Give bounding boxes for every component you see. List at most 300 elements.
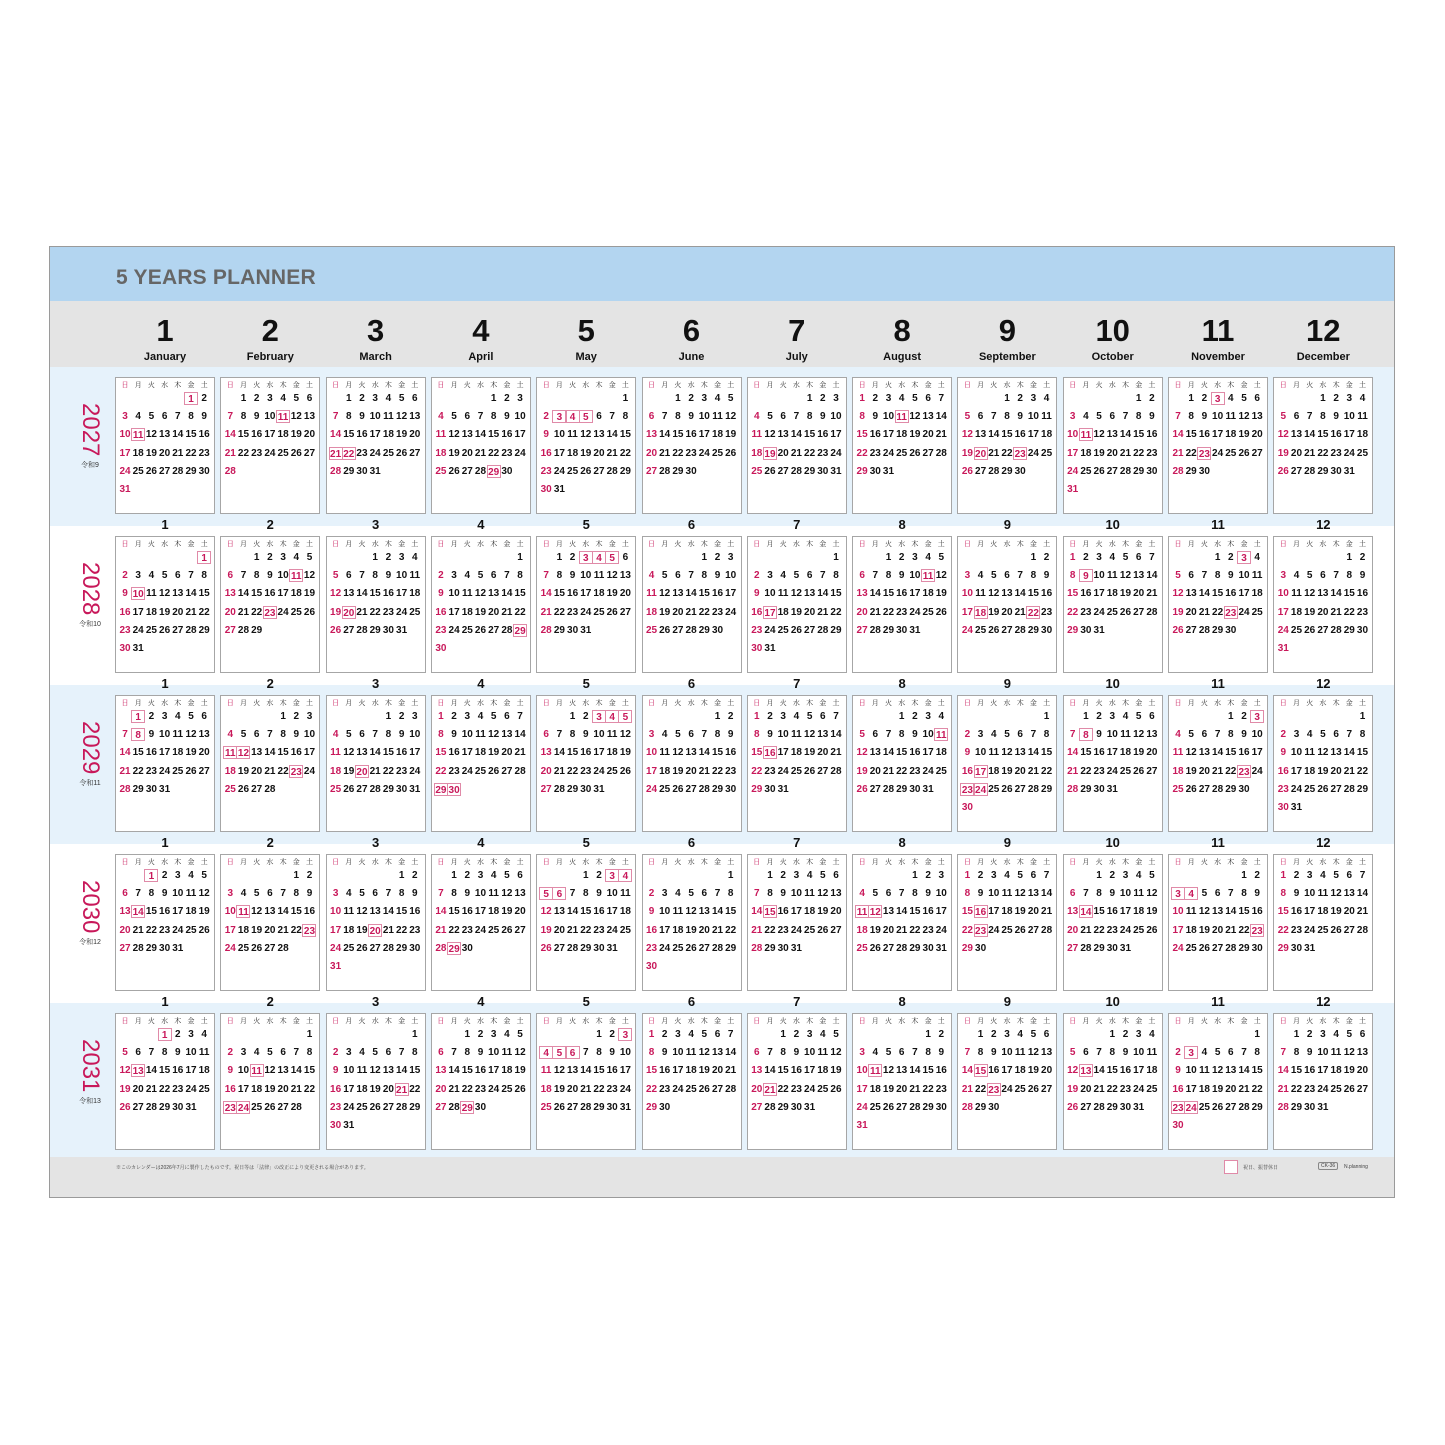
month-calendar — [220, 377, 320, 514]
day-cell: 26 — [790, 624, 802, 636]
day-cell: 11 — [1014, 1047, 1026, 1059]
weekday-label: 土 — [411, 1018, 419, 1025]
month-calendar — [747, 1013, 847, 1150]
day-cell: 16 — [1330, 429, 1342, 441]
day-cell: 8 — [885, 570, 892, 582]
weekday-label: 金 — [819, 541, 827, 548]
day-cell: 24 — [159, 765, 171, 777]
day-cell: 11 — [777, 588, 789, 600]
day-cell: 30 — [145, 783, 157, 795]
day-cell: 16 — [567, 588, 579, 600]
day-cell: 14 — [330, 429, 342, 441]
weekday-label: 金 — [924, 859, 932, 866]
day-cell: 10 — [619, 1047, 631, 1059]
day-cell: 29 — [396, 942, 408, 954]
day-cell: 22 — [237, 447, 250, 459]
weekday-label: 水 — [1003, 541, 1011, 548]
day-cell: 6 — [566, 1046, 580, 1059]
weekday-label: 月 — [661, 859, 669, 866]
day-cell: 24 — [659, 942, 671, 954]
day-cell: 14 — [172, 429, 184, 441]
day-cell: 14 — [514, 729, 526, 741]
day-cell: 1 — [346, 393, 352, 404]
day-cell: 10 — [224, 906, 236, 918]
day-cell: 11 — [1041, 411, 1052, 423]
day-cell: 11 — [291, 571, 302, 583]
day-cell: 14 — [396, 1065, 408, 1077]
weekday-label: 日 — [753, 700, 761, 707]
day-cell: 12 — [1330, 888, 1342, 900]
day-cell: 7 — [122, 729, 128, 741]
day-cell: 15 — [251, 588, 263, 600]
day-cell: 10 — [514, 411, 526, 423]
day-cell: 24 — [975, 784, 987, 796]
day-cell: 16 — [1290, 906, 1303, 918]
day-cell: 19 — [935, 588, 947, 600]
month-calendar — [957, 1013, 1057, 1150]
weekday-label: 金 — [1029, 382, 1037, 389]
day-cell: 31 — [606, 942, 618, 954]
day-cell: 19 — [1027, 1065, 1039, 1077]
day-cell: 5 — [1320, 729, 1326, 741]
day-cell: 19 — [1238, 429, 1250, 441]
day-cell: 7 — [583, 1047, 589, 1059]
weekday-label: 日 — [1069, 859, 1077, 866]
day-cell: 28 — [369, 783, 381, 795]
weekday-label: 土 — [305, 700, 313, 707]
day-cell: 19 — [1317, 765, 1329, 777]
day-cell: 9 — [569, 570, 576, 582]
day-cell: 3 — [188, 1029, 194, 1040]
day-cell: 4 — [1004, 870, 1010, 881]
day-cell: 23 — [1304, 1083, 1316, 1095]
day-cell: 16 — [474, 1065, 487, 1077]
weekday-label: 水 — [1003, 382, 1011, 389]
month-calendar — [115, 1013, 215, 1150]
day-cell: 21 — [909, 1083, 921, 1095]
day-cell: 12 — [817, 888, 829, 900]
day-cell: 15 — [553, 588, 565, 600]
year-label — [76, 403, 104, 470]
day-cell: 16 — [224, 1083, 236, 1095]
day-cell: 14 — [869, 588, 881, 600]
day-cell: 18 — [501, 1065, 513, 1077]
day-cell: 18 — [290, 588, 302, 600]
day-cell: 9 — [122, 588, 128, 600]
month-header-12 — [1271, 301, 1375, 363]
day-cell: 13 — [1041, 1047, 1053, 1059]
day-cell: 19 — [1277, 447, 1289, 459]
year-number: 2027 — [77, 403, 104, 457]
day-cell: 17 — [790, 906, 802, 918]
day-cell: 22 — [922, 1083, 934, 1095]
day-cell: 4 — [605, 710, 619, 723]
day-cell: 13 — [975, 429, 987, 441]
day-cell: 22 — [725, 924, 737, 936]
month-number: 12 — [1316, 517, 1331, 532]
day-cell: 18 — [356, 1083, 368, 1095]
day-cell: 27 — [514, 924, 526, 936]
day-cell: 17 — [935, 906, 947, 918]
day-cell: 16 — [961, 765, 973, 777]
day-cell: 14 — [1067, 747, 1079, 759]
day-cell: 20 — [224, 606, 236, 618]
day-cell: 17 — [1238, 588, 1250, 600]
day-cell: 22 — [251, 606, 263, 618]
day-cell: 13 — [382, 1065, 394, 1077]
day-cell: 16 — [1238, 747, 1250, 759]
day-cell: 15 — [619, 429, 631, 441]
day-cell: 1 — [517, 552, 523, 563]
day-cell: 6 — [596, 411, 602, 423]
weekday-label: 日 — [858, 382, 866, 389]
day-cell: 27 — [869, 783, 881, 795]
day-cell: 19 — [264, 1083, 276, 1095]
day-cell: 5 — [806, 711, 813, 722]
day-cell: 15 — [975, 1066, 987, 1078]
month-header-name: March — [359, 351, 392, 363]
day-cell: 25 — [988, 783, 1000, 795]
day-cell: 5 — [517, 1029, 523, 1040]
day-cell: 17 — [1093, 588, 1105, 600]
day-cell: 1 — [1030, 552, 1037, 563]
day-cell: 7 — [1306, 411, 1313, 423]
day-cell: 9 — [451, 729, 457, 741]
day-cell: 30 — [685, 465, 697, 477]
day-cell: 25 — [1146, 1083, 1158, 1095]
day-cell: 5 — [938, 552, 945, 563]
day-cell: 30 — [119, 643, 131, 654]
month-number: 1 — [161, 517, 169, 532]
weekday-label: 月 — [977, 382, 985, 389]
day-cell: 3 — [964, 570, 971, 582]
day-cell: 27 — [685, 783, 697, 795]
month-header-3 — [324, 301, 428, 363]
day-cell: 21 — [277, 924, 289, 936]
day-cell: 18 — [896, 429, 908, 441]
day-cell: 10 — [1304, 888, 1316, 900]
day-cell: 10 — [659, 906, 671, 918]
day-cell: 18 — [1356, 429, 1369, 441]
day-cell: 24 — [264, 447, 276, 459]
day-cell: 28 — [474, 465, 487, 477]
day-cell: 18 — [382, 429, 394, 441]
day-cell: 10 — [488, 1047, 500, 1059]
day-cell: 25 — [198, 1083, 210, 1095]
day-cell: 8 — [1069, 570, 1076, 582]
day-cell: 20 — [1317, 606, 1329, 618]
day-cell: 17 — [1001, 1065, 1013, 1077]
day-cell: 1 — [464, 1029, 471, 1040]
month-calendar — [431, 1013, 531, 1150]
day-cell: 8 — [1254, 1047, 1260, 1059]
day-cell: 10 — [645, 747, 658, 759]
day-cell: 19 — [672, 765, 684, 777]
day-cell: 22 — [593, 1083, 605, 1095]
day-cell: 25 — [145, 624, 157, 636]
day-cell: 30 — [751, 643, 763, 654]
day-cell: 9 — [161, 888, 168, 900]
day-cell: 6 — [872, 729, 879, 741]
weekday-label: 火 — [358, 859, 366, 866]
day-cell: 8 — [833, 570, 839, 582]
day-cell: 22 — [198, 606, 210, 618]
day-cell: 22 — [1133, 447, 1145, 459]
day-cell: 9 — [648, 906, 655, 918]
day-cell: 2 — [872, 393, 879, 404]
day-cell: 3 — [605, 869, 619, 882]
day-cell: 25 — [330, 783, 342, 795]
day-cell: 13 — [896, 1065, 908, 1077]
day-cell: 29 — [567, 783, 579, 795]
day-cell: 18 — [619, 906, 631, 918]
day-cell: 15 — [777, 1065, 789, 1077]
day-cell: 13 — [409, 411, 421, 423]
day-cell: 15 — [567, 747, 579, 759]
day-cell: 12 — [935, 570, 947, 582]
day-cell: 19 — [369, 1083, 381, 1095]
weekday-label: 金 — [1135, 859, 1143, 866]
day-cell: 6 — [1043, 1029, 1050, 1040]
weekday-label: 火 — [147, 859, 155, 866]
month-calendar — [326, 377, 426, 514]
weekday-label: 日 — [332, 700, 340, 707]
day-cell: 9 — [175, 1047, 181, 1059]
day-cell: 17 — [277, 588, 289, 600]
day-cell: 5 — [161, 570, 168, 582]
day-cell: 23 — [1330, 447, 1342, 459]
day-cell: 26 — [856, 783, 868, 795]
day-cell: 4 — [1228, 393, 1234, 404]
day-cell: 18 — [132, 447, 144, 459]
day-cell: 15 — [1080, 747, 1092, 759]
day-cell: 3 — [1122, 870, 1129, 881]
month-number: 5 — [582, 676, 590, 691]
month-header-name: June — [678, 351, 705, 363]
day-cell: 2 — [780, 870, 786, 881]
day-cell: 6 — [1346, 870, 1353, 881]
day-cell: 19 — [185, 747, 197, 759]
day-cell: 10 — [580, 570, 592, 582]
weekday-label: 水 — [266, 541, 274, 548]
weekday-label: 日 — [226, 1018, 234, 1025]
day-cell: 16 — [896, 588, 908, 600]
day-cell: 16 — [711, 588, 724, 600]
day-cell: 11 — [185, 888, 197, 900]
weekday-label: 土 — [200, 700, 208, 707]
day-cell: 7 — [609, 411, 615, 423]
day-cell: 20 — [869, 765, 881, 777]
day-cell: 11 — [804, 888, 815, 900]
day-cell: 1 — [833, 552, 839, 563]
day-cell: 29 — [922, 1101, 934, 1113]
day-cell: 8 — [714, 729, 721, 741]
day-cell: 28 — [264, 783, 276, 795]
day-cell: 11 — [330, 747, 341, 759]
day-cell: 7 — [1096, 1047, 1102, 1059]
weekday-label: 日 — [332, 859, 340, 866]
day-cell: 27 — [975, 465, 987, 477]
day-cell: 13 — [1133, 570, 1145, 582]
day-cell: 11 — [461, 588, 473, 600]
day-cell: 14 — [474, 429, 487, 441]
day-cell: 20 — [303, 429, 316, 441]
day-cell: 1 — [144, 869, 158, 882]
weekday-label: 日 — [1279, 700, 1287, 707]
day-cell: 27 — [856, 624, 868, 636]
day-cell: 24 — [185, 1083, 197, 1095]
weekday-label: 火 — [674, 541, 682, 548]
day-cell: 4 — [991, 729, 997, 741]
day-cell: 24 — [1172, 942, 1184, 954]
day-cell: 28 — [896, 942, 908, 954]
month-calendar — [1273, 1013, 1373, 1150]
day-cell: 13 — [1001, 588, 1013, 600]
day-cell: 9 — [780, 888, 786, 900]
day-cell: 4 — [1184, 887, 1198, 900]
weekday-label: 月 — [1187, 1018, 1195, 1025]
month-calendar — [220, 536, 320, 673]
day-cell: 2 — [1228, 552, 1234, 563]
day-cell: 25 — [896, 447, 908, 459]
month-header-6 — [640, 301, 744, 363]
day-cell: 20 — [553, 924, 565, 936]
day-cell: 27 — [593, 465, 605, 477]
weekday-label: 木 — [1016, 1018, 1024, 1025]
day-cell: 1 — [372, 552, 378, 563]
day-cell: 17 — [909, 588, 921, 600]
weekday-label: 金 — [819, 1018, 827, 1025]
weekday-label: 日 — [121, 1018, 129, 1025]
day-cell: 26 — [290, 447, 302, 459]
day-cell: 24 — [448, 624, 460, 636]
day-cell: 27 — [1067, 942, 1079, 954]
day-cell: 18 — [567, 447, 579, 459]
footer-note: ※このカレンダーは2026年7月に製作したものです。祝日等は「法律」の改正により変更される場合があります。 — [116, 1165, 369, 1171]
day-cell: 23 — [264, 607, 276, 619]
weekday-label: 木 — [700, 1018, 708, 1025]
month-header-number: 7 — [788, 313, 806, 348]
month-header-9 — [955, 301, 1059, 363]
day-cell: 30 — [606, 1101, 618, 1113]
day-cell: 18 — [145, 606, 157, 618]
day-cell: 16 — [1172, 1083, 1184, 1095]
day-cell: 22 — [1027, 607, 1039, 619]
day-cell: 5 — [240, 729, 247, 741]
day-cell: 16 — [1225, 588, 1237, 600]
day-cell: 20 — [514, 906, 526, 918]
day-cell: 3 — [1171, 887, 1185, 900]
day-cell: 14 — [882, 747, 895, 759]
day-cell: 30 — [1014, 465, 1026, 477]
day-cell: 25 — [1290, 624, 1303, 636]
page-title: 5 YEARS PLANNER — [116, 266, 316, 289]
day-cell: 20 — [1041, 1065, 1053, 1077]
day-cell: 3 — [175, 870, 181, 881]
day-cell: 3 — [767, 570, 773, 582]
day-cell: 15 — [369, 588, 381, 600]
day-cell: 3 — [833, 393, 839, 404]
day-cell: 28 — [224, 465, 236, 477]
day-cell: 15 — [1027, 588, 1039, 600]
day-cell: 24 — [343, 1101, 355, 1113]
weekday-label: 日 — [963, 700, 971, 707]
day-cell: 13 — [869, 747, 881, 759]
day-cell: 23 — [961, 784, 973, 796]
day-cell: 8 — [569, 729, 576, 741]
day-cell: 12 — [580, 429, 592, 441]
day-cell: 17 — [804, 1065, 816, 1077]
month-number: 8 — [898, 517, 906, 532]
weekday-label: 金 — [714, 382, 721, 389]
day-cell: 6 — [1030, 870, 1037, 881]
day-cell: 2 — [293, 711, 300, 722]
day-cell: 13 — [277, 1065, 289, 1077]
day-cell: 6 — [1320, 570, 1326, 582]
day-cell: 30 — [777, 942, 789, 954]
day-cell: 7 — [359, 570, 365, 582]
day-cell: 24 — [1185, 1102, 1197, 1114]
day-cell: 2 — [912, 711, 918, 722]
day-cell: 9 — [925, 888, 931, 900]
day-cell: 14 — [1238, 1065, 1250, 1077]
day-cell: 26 — [330, 624, 342, 636]
day-cell: 18 — [685, 1065, 697, 1077]
day-cell: 12 — [356, 906, 368, 918]
day-cell: 9 — [912, 729, 918, 741]
day-cell: 25 — [1041, 447, 1053, 459]
month-number: 2 — [266, 676, 274, 691]
weekday-label: 金 — [819, 700, 827, 707]
weekday-label: 土 — [621, 541, 629, 548]
day-cell: 20 — [685, 765, 697, 777]
month-calendar — [1168, 1013, 1268, 1150]
day-cell: 10 — [369, 411, 381, 423]
day-cell: 4 — [1333, 1029, 1339, 1040]
day-cell: 14 — [1277, 1065, 1289, 1077]
day-cell: 2 — [1017, 393, 1023, 404]
day-cell: 23 — [1119, 1083, 1132, 1095]
weekday-label: 土 — [305, 1018, 313, 1025]
day-cell: 13 — [593, 429, 605, 441]
day-cell: 21 — [711, 924, 724, 936]
day-cell: 9 — [714, 570, 721, 582]
weekday-label: 水 — [687, 859, 695, 866]
day-cell: 22 — [343, 448, 355, 460]
day-cell: 1 — [583, 870, 589, 881]
day-cell: 5 — [912, 393, 918, 404]
weekday-label: 水 — [1108, 382, 1116, 389]
day-cell: 3 — [991, 870, 997, 881]
day-cell: 11 — [1172, 747, 1184, 759]
day-cell: 23 — [593, 924, 605, 936]
day-cell: 30 — [172, 1101, 184, 1113]
weekday-label: 土 — [621, 382, 629, 389]
day-cell: 8 — [1030, 570, 1037, 582]
day-cell: 29 — [514, 625, 526, 637]
month-calendar — [1063, 377, 1163, 514]
weekday-label: 木 — [595, 1018, 603, 1025]
day-cell: 16 — [409, 906, 421, 918]
day-cell: 28 — [1146, 606, 1158, 618]
day-cell: 29 — [896, 783, 908, 795]
day-cell: 23 — [145, 765, 157, 777]
day-cell: 27 — [382, 1101, 394, 1113]
day-cell: 29 — [553, 624, 565, 636]
day-cell: 21 — [790, 447, 802, 459]
weekday-label: 木 — [1227, 1018, 1235, 1025]
weekday-label: 木 — [384, 541, 392, 548]
